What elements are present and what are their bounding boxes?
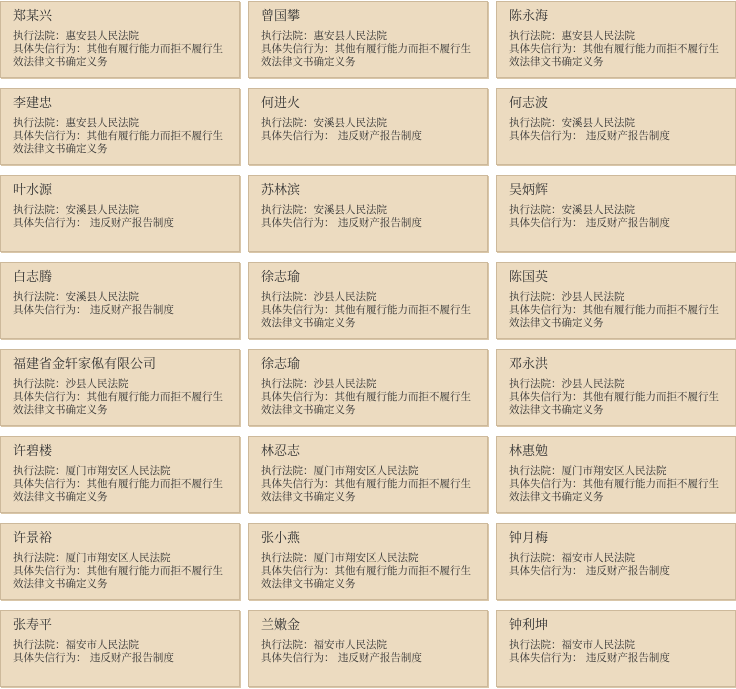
behavior-label: 具体失信行为： — [509, 652, 583, 664]
court-line — [13, 30, 233, 43]
debtor-name[interactable]: 何进火 — [261, 96, 301, 111]
behavior-value: 违反财产报告制度 — [582, 130, 670, 142]
behavior-value: 其他有履行能力而拒不履行生效法律文书确定义务 — [13, 478, 223, 503]
debtor-name[interactable]: 兰嫩金 — [261, 618, 301, 633]
court-value: 厦门市翔安区人民法院 — [313, 552, 419, 564]
court-label: 执行法院： — [261, 30, 314, 42]
behavior-value: 违反财产报告制度 — [582, 217, 670, 229]
behavior-label: 具体失信行为： — [261, 478, 335, 490]
behavior-line — [13, 130, 233, 156]
behavior-line — [509, 391, 729, 417]
debtor-card[interactable] — [248, 523, 488, 600]
behavior-value: 违反财产报告制度 — [86, 652, 174, 664]
court-label: 执行法院： — [13, 117, 66, 129]
behavior-value: 其他有履行能力而拒不履行生效法律文书确定义务 — [13, 130, 223, 155]
debtor-card[interactable] — [248, 1, 488, 78]
behavior-value: 违反财产报告制度 — [86, 304, 174, 316]
behavior-line — [261, 43, 481, 69]
court-line — [509, 30, 729, 43]
court-value: 安溪县人民法院 — [65, 204, 139, 216]
behavior-label: 具体失信行为： — [509, 43, 583, 55]
behavior-line — [261, 391, 481, 417]
behavior-line — [13, 652, 233, 665]
debtor-card[interactable] — [0, 175, 240, 252]
court-value: 沙县人民法院 — [313, 378, 377, 390]
behavior-label: 具体失信行为： — [13, 43, 87, 55]
court-line — [13, 378, 233, 391]
court-label: 执行法院： — [509, 117, 562, 129]
debtor-name[interactable]: 李建忠 — [13, 96, 53, 111]
debtor-card[interactable] — [496, 610, 736, 687]
debtor-name[interactable]: 钟月梅 — [509, 531, 549, 546]
court-line — [509, 639, 729, 652]
court-value: 惠安县人民法院 — [65, 30, 139, 42]
debtor-card[interactable] — [248, 436, 488, 513]
behavior-label: 具体失信行为： — [509, 304, 583, 316]
debtor-name[interactable]: 张寿平 — [13, 618, 53, 633]
court-label: 执行法院： — [509, 639, 562, 651]
behavior-line — [509, 217, 729, 230]
court-value: 厦门市翔安区人民法院 — [65, 552, 171, 564]
debtor-card[interactable] — [496, 175, 736, 252]
court-line — [13, 639, 233, 652]
debtor-card[interactable] — [496, 349, 736, 426]
court-value: 沙县人民法院 — [561, 378, 625, 390]
court-label: 执行法院： — [261, 552, 314, 564]
debtor-card[interactable] — [496, 523, 736, 600]
behavior-label: 具体失信行为： — [261, 391, 335, 403]
behavior-label: 具体失信行为： — [509, 391, 583, 403]
court-label: 执行法院： — [13, 639, 66, 651]
behavior-label: 具体失信行为： — [13, 478, 87, 490]
behavior-label: 具体失信行为： — [509, 217, 583, 229]
debtor-card[interactable] — [0, 1, 240, 78]
behavior-label: 具体失信行为： — [13, 391, 87, 403]
debtor-name[interactable]: 许碧楼 — [13, 444, 53, 459]
court-value: 安溪县人民法院 — [65, 291, 139, 303]
debtor-card[interactable] — [0, 523, 240, 600]
behavior-line — [261, 130, 481, 143]
court-line — [261, 30, 481, 43]
court-label: 执行法院： — [509, 378, 562, 390]
behavior-value: 其他有履行能力而拒不履行生效法律文书确定义务 — [261, 478, 471, 503]
behavior-value: 违反财产报告制度 — [86, 217, 174, 229]
court-line — [13, 204, 233, 217]
court-line — [13, 465, 233, 478]
behavior-value: 违反财产报告制度 — [334, 130, 422, 142]
debtor-name[interactable]: 何志波 — [509, 96, 549, 111]
debtor-card[interactable] — [0, 349, 240, 426]
court-value: 厦门市翔安区人民法院 — [313, 465, 419, 477]
behavior-line — [261, 565, 481, 591]
court-line — [509, 291, 729, 304]
behavior-label: 具体失信行为： — [261, 130, 335, 142]
court-line — [261, 465, 481, 478]
court-value: 厦门市翔安区人民法院 — [561, 465, 667, 477]
behavior-value: 违反财产报告制度 — [582, 652, 670, 664]
behavior-value: 其他有履行能力而拒不履行生效法律文书确定义务 — [261, 391, 471, 416]
behavior-value: 其他有履行能力而拒不履行生效法律文书确定义务 — [13, 391, 223, 416]
court-label: 执行法院： — [509, 30, 562, 42]
court-line — [261, 204, 481, 217]
court-label: 执行法院： — [509, 552, 562, 564]
behavior-value: 其他有履行能力而拒不履行生效法律文书确定义务 — [261, 565, 471, 590]
debtor-name[interactable]: 白志腾 — [13, 270, 53, 285]
debtor-card[interactable] — [248, 175, 488, 252]
behavior-label: 具体失信行为： — [13, 304, 87, 316]
behavior-line — [13, 217, 233, 230]
court-value: 惠安县人民法院 — [313, 30, 387, 42]
behavior-value: 其他有履行能力而拒不履行生效法律文书确定义务 — [509, 43, 719, 68]
court-value: 沙县人民法院 — [65, 378, 129, 390]
court-label: 执行法院： — [261, 117, 314, 129]
behavior-value: 其他有履行能力而拒不履行生效法律文书确定义务 — [261, 304, 471, 329]
behavior-value: 其他有履行能力而拒不履行生效法律文书确定义务 — [509, 478, 719, 503]
behavior-label: 具体失信行为： — [509, 130, 583, 142]
court-value: 安溪县人民法院 — [561, 117, 635, 129]
debtor-name[interactable]: 陈国英 — [509, 270, 549, 285]
behavior-line — [509, 130, 729, 143]
behavior-line — [509, 304, 729, 330]
court-label: 执行法院： — [261, 378, 314, 390]
court-value: 福安市人民法院 — [561, 552, 635, 564]
behavior-value: 违反财产报告制度 — [334, 652, 422, 664]
debtor-card[interactable] — [0, 262, 240, 339]
court-line — [261, 378, 481, 391]
court-label: 执行法院： — [261, 204, 314, 216]
debtor-name[interactable]: 林惠勉 — [509, 444, 549, 459]
court-line — [509, 378, 729, 391]
debtor-name[interactable]: 林忍志 — [261, 444, 301, 459]
court-label: 执行法院： — [509, 291, 562, 303]
behavior-label: 具体失信行为： — [261, 217, 335, 229]
behavior-line — [261, 217, 481, 230]
court-label: 执行法院： — [261, 465, 314, 477]
debtor-name[interactable]: 许景裕 — [13, 531, 53, 546]
court-line — [509, 117, 729, 130]
debtor-card[interactable] — [496, 88, 736, 165]
court-value: 福安市人民法院 — [313, 639, 387, 651]
behavior-label: 具体失信行为： — [13, 652, 87, 664]
court-label: 执行法院： — [261, 291, 314, 303]
court-value: 福安市人民法院 — [561, 639, 635, 651]
behavior-line — [261, 478, 481, 504]
court-value: 惠安县人民法院 — [65, 117, 139, 129]
debtor-card[interactable] — [496, 1, 736, 78]
court-value: 惠安县人民法院 — [561, 30, 635, 42]
debtor-name[interactable]: 郑某兴 — [13, 9, 53, 24]
debtor-name[interactable]: 叶水源 — [13, 183, 53, 198]
behavior-line — [261, 304, 481, 330]
court-value: 安溪县人民法院 — [561, 204, 635, 216]
court-line — [261, 117, 481, 130]
court-line — [13, 552, 233, 565]
behavior-label: 具体失信行为： — [261, 565, 335, 577]
court-label: 执行法院： — [509, 465, 562, 477]
court-value: 福安市人民法院 — [65, 639, 139, 651]
behavior-value: 其他有履行能力而拒不履行生效法律文书确定义务 — [261, 43, 471, 68]
behavior-line — [509, 565, 729, 578]
debtor-card[interactable] — [248, 349, 488, 426]
court-label: 执行法院： — [509, 204, 562, 216]
behavior-label: 具体失信行为： — [13, 130, 87, 142]
court-label: 执行法院： — [13, 291, 66, 303]
debtor-card[interactable] — [496, 262, 736, 339]
behavior-line — [509, 43, 729, 69]
court-label: 执行法院： — [13, 552, 66, 564]
court-line — [509, 204, 729, 217]
debtor-name[interactable]: 苏林滨 — [261, 183, 301, 198]
behavior-value: 其他有履行能力而拒不履行生效法律文书确定义务 — [13, 565, 223, 590]
behavior-label: 具体失信行为： — [13, 217, 87, 229]
behavior-value: 违反财产报告制度 — [582, 565, 670, 577]
debtor-card[interactable] — [248, 610, 488, 687]
court-line — [261, 552, 481, 565]
debtor-name[interactable]: 邓永洪 — [509, 357, 549, 372]
behavior-line — [13, 304, 233, 317]
behavior-line — [13, 478, 233, 504]
court-label: 执行法院： — [13, 378, 66, 390]
behavior-value: 其他有履行能力而拒不履行生效法律文书确定义务 — [509, 304, 719, 329]
court-value: 厦门市翔安区人民法院 — [65, 465, 171, 477]
debtor-card[interactable] — [248, 88, 488, 165]
behavior-line — [13, 43, 233, 69]
behavior-value: 其他有履行能力而拒不履行生效法律文书确定义务 — [13, 43, 223, 68]
behavior-value: 其他有履行能力而拒不履行生效法律文书确定义务 — [509, 391, 719, 416]
debtor-name[interactable]: 钟利坤 — [509, 618, 549, 633]
court-line — [13, 117, 233, 130]
court-line — [509, 552, 729, 565]
court-label: 执行法院： — [13, 204, 66, 216]
court-line — [509, 465, 729, 478]
behavior-line — [261, 652, 481, 665]
behavior-value: 违反财产报告制度 — [334, 217, 422, 229]
court-label: 执行法院： — [13, 465, 66, 477]
behavior-line — [13, 391, 233, 417]
debtor-name[interactable]: 张小燕 — [261, 531, 301, 546]
court-value: 安溪县人民法院 — [313, 204, 387, 216]
behavior-label: 具体失信行为： — [13, 565, 87, 577]
behavior-label: 具体失信行为： — [261, 304, 335, 316]
behavior-line — [509, 652, 729, 665]
debtor-name[interactable]: 曾国攀 — [261, 9, 301, 24]
behavior-label: 具体失信行为： — [509, 565, 583, 577]
court-value: 沙县人民法院 — [313, 291, 377, 303]
debtor-name[interactable]: 徐志瑜 — [261, 357, 301, 372]
behavior-label: 具体失信行为： — [509, 478, 583, 490]
court-label: 执行法院： — [13, 30, 66, 42]
debtor-card[interactable] — [0, 88, 240, 165]
court-line — [261, 291, 481, 304]
behavior-line — [509, 478, 729, 504]
debtor-name[interactable]: 吴炳辉 — [509, 183, 549, 198]
behavior-line — [13, 565, 233, 591]
debtor-name[interactable]: 福建省金轩家俬有限公司 — [13, 357, 157, 372]
debtor-name[interactable]: 徐志瑜 — [261, 270, 301, 285]
behavior-label: 具体失信行为： — [261, 43, 335, 55]
debtor-card[interactable] — [0, 610, 240, 687]
debtor-card[interactable] — [496, 436, 736, 513]
court-value: 沙县人民法院 — [561, 291, 625, 303]
court-line — [13, 291, 233, 304]
court-value: 安溪县人民法院 — [313, 117, 387, 129]
debtor-card[interactable] — [0, 436, 240, 513]
debtor-name[interactable]: 陈永海 — [509, 9, 549, 24]
debtor-card[interactable] — [248, 262, 488, 339]
behavior-label: 具体失信行为： — [261, 652, 335, 664]
court-label: 执行法院： — [261, 639, 314, 651]
court-line — [261, 639, 481, 652]
